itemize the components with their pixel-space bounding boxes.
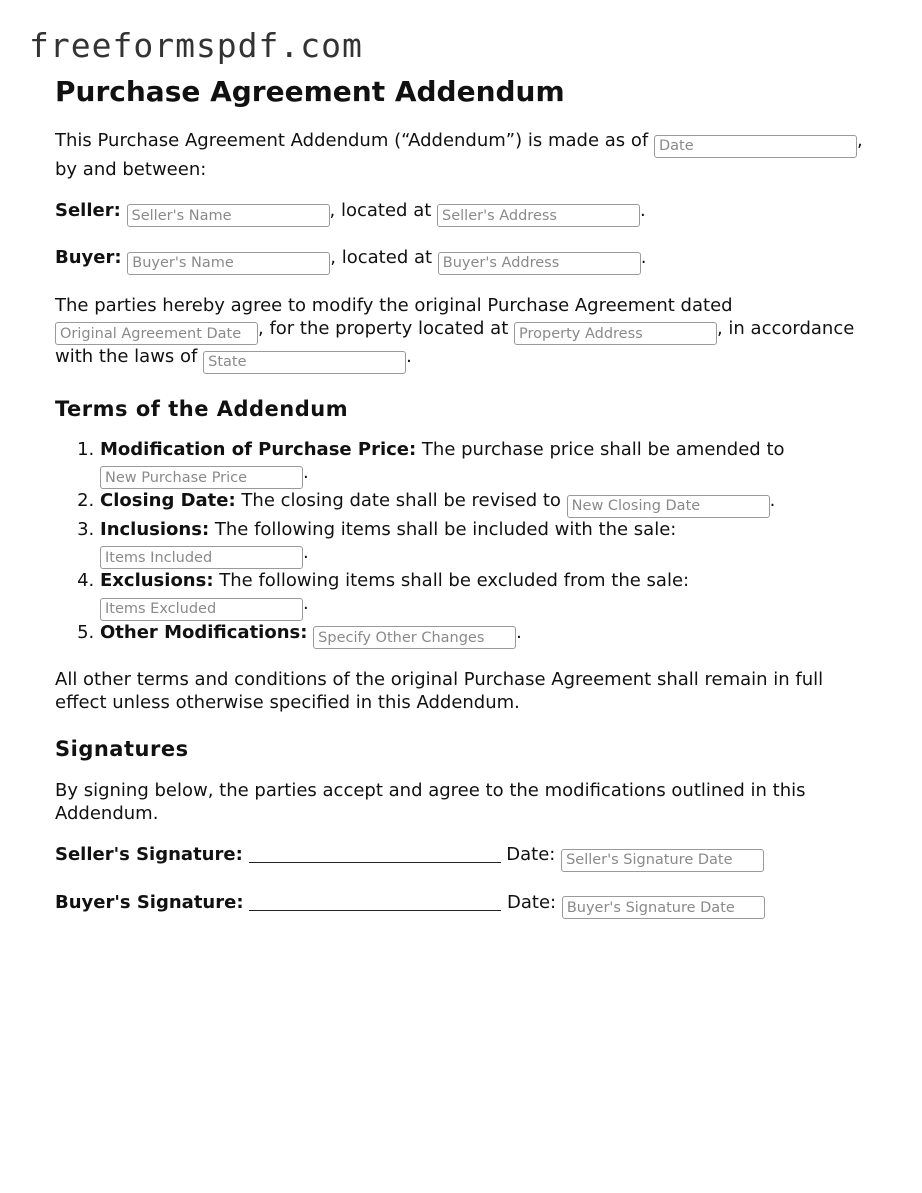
- seller-located-at: , located at: [329, 199, 438, 221]
- buyer-signature-blank[interactable]: [249, 893, 501, 911]
- intro-comma: ,: [856, 130, 863, 151]
- seller-line: [55, 199, 875, 228]
- remain-paragraph: All other terms and conditions of the original Purchase Agreement shall remain in full effect unless otherwise specified in this Addendum.: [55, 669, 824, 713]
- term-item-exclusions: [100, 569, 875, 621]
- items-included-field[interactable]: [100, 546, 303, 569]
- term-item-other-modifications: [100, 621, 875, 650]
- intro-paragraph: [55, 129, 875, 181]
- buyer-name-field[interactable]: [127, 252, 330, 275]
- document: [55, 74, 875, 919]
- parties-paragraph: [55, 294, 875, 374]
- buyer-end: .: [640, 247, 647, 268]
- parties-text1: The parties hereby agree to modify the original Purchase Agreement dated: [55, 294, 733, 316]
- term-text: The following items shall be included with the sale:: [209, 518, 677, 540]
- signatures-intro: By signing below, the parties accept and agree to the modifications outlined in this Addendum.: [55, 780, 806, 824]
- terms-heading: Terms of the Addendum: [55, 396, 349, 421]
- terms-list: [55, 438, 875, 650]
- intro-line2: by and between:: [55, 158, 207, 180]
- buyer-signature-line: [55, 891, 875, 920]
- term-text: The purchase price shall be amended to: [416, 438, 785, 460]
- term-label: Other Modifications:: [100, 621, 308, 643]
- seller-end: .: [640, 199, 646, 221]
- buyer-signature-label: Buyer's Signature:: [55, 891, 244, 913]
- seller-label: Seller:: [55, 199, 121, 221]
- term-period: .: [303, 593, 309, 614]
- parties-text4: with the laws of: [55, 346, 204, 367]
- seller-signature-date-field[interactable]: [561, 849, 764, 872]
- term-label: Inclusions:: [100, 518, 210, 540]
- seller-signature-label: Seller's Signature:: [55, 844, 243, 865]
- term-item-inclusions: [100, 518, 875, 570]
- parties-text3: , in accordance: [716, 317, 855, 339]
- seller-name-field[interactable]: [127, 204, 330, 227]
- term-text: The closing date shall be revised to: [235, 490, 567, 511]
- term-period: .: [303, 461, 309, 483]
- watermark: freeformspdf.com: [29, 26, 363, 65]
- parties-text2: , for the property located at: [258, 317, 514, 339]
- original-agreement-date-field[interactable]: [55, 322, 258, 345]
- date-label: Date:: [507, 891, 557, 913]
- term-item-purchase-price: [100, 438, 875, 490]
- term-period: .: [769, 490, 776, 511]
- term-period: .: [303, 541, 309, 563]
- date-field[interactable]: [654, 135, 857, 158]
- property-address-field[interactable]: [514, 322, 717, 345]
- new-purchase-price-field[interactable]: [100, 466, 303, 489]
- date-label: Date:: [506, 844, 556, 865]
- buyer-line: [55, 246, 875, 275]
- new-closing-date-field[interactable]: [567, 495, 770, 518]
- parties-end: .: [406, 346, 412, 367]
- term-item-closing-date: [100, 489, 875, 518]
- signatures-heading: Signatures: [55, 737, 189, 761]
- seller-address-field[interactable]: [437, 204, 640, 227]
- page-title: Purchase Agreement Addendum: [55, 75, 565, 108]
- state-field[interactable]: [203, 351, 406, 374]
- intro-text: This Purchase Agreement Addendum (“Addendum”) is made as of: [55, 130, 654, 151]
- seller-signature-line: [55, 843, 875, 872]
- term-period: .: [516, 621, 522, 643]
- buyer-located-at: , located at: [330, 247, 438, 268]
- buyer-signature-date-field[interactable]: [562, 896, 765, 919]
- buyer-address-field[interactable]: [438, 252, 641, 275]
- term-label: Modification of Purchase Price:: [100, 438, 417, 460]
- other-changes-field[interactable]: [313, 626, 516, 649]
- term-label: Exclusions:: [100, 570, 214, 591]
- seller-signature-blank[interactable]: [249, 845, 501, 863]
- term-label: Closing Date:: [100, 490, 236, 511]
- buyer-label: Buyer:: [55, 247, 122, 268]
- term-text: The following items shall be excluded from the sale:: [213, 570, 690, 591]
- items-excluded-field[interactable]: [100, 598, 303, 621]
